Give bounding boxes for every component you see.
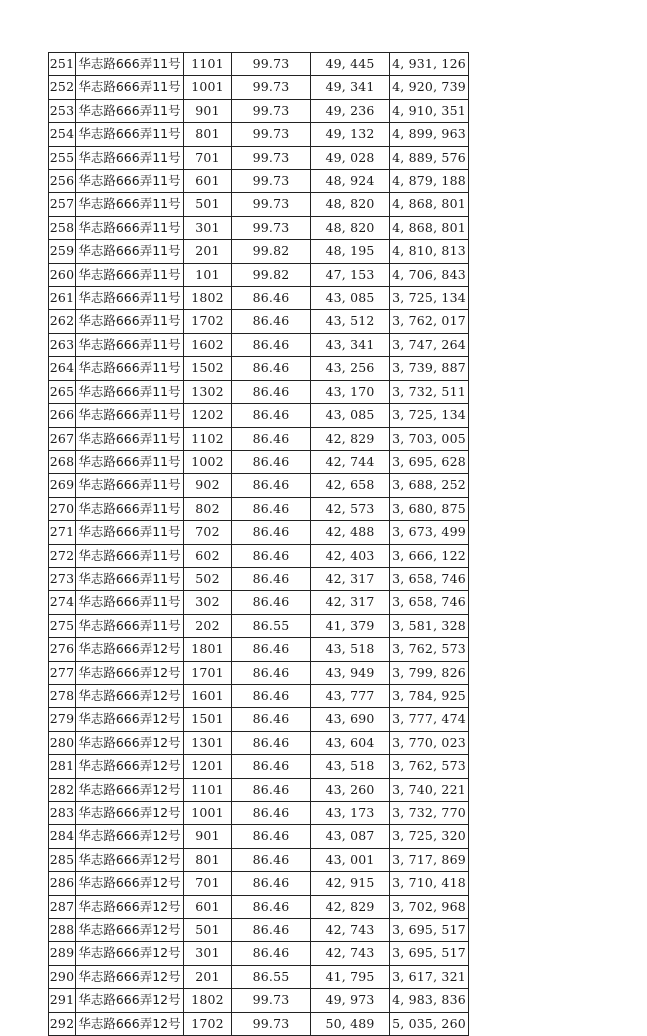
total-price-cell: 3, 725, 134 [390, 287, 469, 310]
room-number-cell: 1001 [184, 76, 232, 99]
unit-price-cell: 43, 001 [311, 848, 390, 871]
address-cell: 华志路666弄11号 [76, 497, 184, 520]
row-number-cell: 267 [49, 427, 76, 450]
row-number-cell: 285 [49, 848, 76, 871]
address-cell: 华志路666弄12号 [76, 778, 184, 801]
address-cell: 华志路666弄11号 [76, 193, 184, 216]
unit-price-cell: 48, 820 [311, 216, 390, 239]
total-price-cell: 3, 688, 252 [390, 474, 469, 497]
row-number-cell: 286 [49, 872, 76, 895]
area-cell: 86.46 [232, 357, 311, 380]
total-price-cell: 3, 695, 517 [390, 942, 469, 965]
table-row [49, 333, 469, 356]
unit-price-cell: 43, 518 [311, 638, 390, 661]
total-price-cell: 3, 666, 122 [390, 544, 469, 567]
room-number-cell: 1001 [184, 802, 232, 825]
total-price-cell: 3, 702, 968 [390, 895, 469, 918]
room-number-cell: 1502 [184, 357, 232, 380]
unit-price-cell: 43, 512 [311, 310, 390, 333]
address-cell: 华志路666弄12号 [76, 802, 184, 825]
total-price-cell: 3, 725, 134 [390, 404, 469, 427]
address-cell: 华志路666弄11号 [76, 170, 184, 193]
area-cell: 86.46 [232, 287, 311, 310]
area-cell: 86.46 [232, 661, 311, 684]
unit-price-cell: 48, 195 [311, 240, 390, 263]
total-price-cell: 3, 777, 474 [390, 708, 469, 731]
table-row [49, 76, 469, 99]
area-cell: 99.73 [232, 1012, 311, 1035]
row-number-cell: 292 [49, 1012, 76, 1035]
address-cell: 华志路666弄11号 [76, 357, 184, 380]
room-number-cell: 801 [184, 123, 232, 146]
total-price-cell: 3, 762, 573 [390, 638, 469, 661]
address-cell: 华志路666弄12号 [76, 989, 184, 1012]
total-price-cell: 3, 581, 328 [390, 614, 469, 637]
room-number-cell: 601 [184, 895, 232, 918]
unit-price-cell: 50, 489 [311, 1012, 390, 1035]
table-row [49, 146, 469, 169]
table-row [49, 450, 469, 473]
address-cell: 华志路666弄12号 [76, 661, 184, 684]
room-number-cell: 1101 [184, 53, 232, 76]
table-row [49, 895, 469, 918]
row-number-cell: 281 [49, 755, 76, 778]
address-cell: 华志路666弄11号 [76, 427, 184, 450]
area-cell: 86.46 [232, 802, 311, 825]
address-cell: 华志路666弄12号 [76, 965, 184, 988]
room-number-cell: 1701 [184, 661, 232, 684]
row-number-cell: 277 [49, 661, 76, 684]
row-number-cell: 271 [49, 521, 76, 544]
row-number-cell: 264 [49, 357, 76, 380]
room-number-cell: 202 [184, 614, 232, 637]
room-number-cell: 501 [184, 919, 232, 942]
room-number-cell: 802 [184, 497, 232, 520]
row-number-cell: 261 [49, 287, 76, 310]
row-number-cell: 256 [49, 170, 76, 193]
area-cell: 86.46 [232, 333, 311, 356]
area-cell: 86.46 [232, 567, 311, 590]
room-number-cell: 1201 [184, 755, 232, 778]
unit-price-cell: 49, 236 [311, 99, 390, 122]
address-cell: 华志路666弄11号 [76, 263, 184, 286]
table-row [49, 123, 469, 146]
area-cell: 86.46 [232, 474, 311, 497]
total-price-cell: 3, 732, 770 [390, 802, 469, 825]
unit-price-cell: 48, 924 [311, 170, 390, 193]
unit-price-cell: 42, 573 [311, 497, 390, 520]
unit-price-cell: 43, 949 [311, 661, 390, 684]
row-number-cell: 266 [49, 404, 76, 427]
table-row [49, 544, 469, 567]
room-number-cell: 1501 [184, 708, 232, 731]
total-price-cell: 3, 695, 628 [390, 450, 469, 473]
room-number-cell: 1802 [184, 287, 232, 310]
unit-price-cell: 43, 256 [311, 357, 390, 380]
room-number-cell: 301 [184, 942, 232, 965]
address-cell: 华志路666弄11号 [76, 240, 184, 263]
area-cell: 86.46 [232, 544, 311, 567]
table-row [49, 919, 469, 942]
unit-price-cell: 43, 604 [311, 731, 390, 754]
row-number-cell: 283 [49, 802, 76, 825]
unit-price-cell: 43, 087 [311, 825, 390, 848]
table-row [49, 708, 469, 731]
address-cell: 华志路666弄12号 [76, 895, 184, 918]
unit-price-cell: 43, 170 [311, 380, 390, 403]
area-cell: 86.46 [232, 825, 311, 848]
table-row [49, 802, 469, 825]
table-row [49, 216, 469, 239]
room-number-cell: 1801 [184, 638, 232, 661]
table-row [49, 848, 469, 871]
area-cell: 99.73 [232, 193, 311, 216]
total-price-cell: 3, 739, 887 [390, 357, 469, 380]
address-cell: 华志路666弄11号 [76, 380, 184, 403]
row-number-cell: 254 [49, 123, 76, 146]
room-number-cell: 701 [184, 872, 232, 895]
total-price-cell: 3, 658, 746 [390, 591, 469, 614]
table-row [49, 170, 469, 193]
row-number-cell: 251 [49, 53, 76, 76]
room-number-cell: 701 [184, 146, 232, 169]
table-row [49, 661, 469, 684]
room-number-cell: 201 [184, 240, 232, 263]
unit-price-cell: 43, 690 [311, 708, 390, 731]
room-number-cell: 1702 [184, 310, 232, 333]
area-cell: 86.46 [232, 684, 311, 707]
total-price-cell: 3, 680, 875 [390, 497, 469, 520]
table-row [49, 684, 469, 707]
area-cell: 86.46 [232, 521, 311, 544]
room-number-cell: 101 [184, 263, 232, 286]
room-number-cell: 901 [184, 99, 232, 122]
room-number-cell: 1601 [184, 684, 232, 707]
unit-price-cell: 43, 341 [311, 333, 390, 356]
address-cell: 华志路666弄11号 [76, 76, 184, 99]
room-number-cell: 1302 [184, 380, 232, 403]
row-number-cell: 284 [49, 825, 76, 848]
area-cell: 86.46 [232, 380, 311, 403]
unit-price-cell: 42, 403 [311, 544, 390, 567]
row-number-cell: 275 [49, 614, 76, 637]
total-price-cell: 3, 703, 005 [390, 427, 469, 450]
area-cell: 99.73 [232, 123, 311, 146]
area-cell: 99.73 [232, 76, 311, 99]
total-price-cell: 3, 784, 925 [390, 684, 469, 707]
unit-price-cell: 42, 658 [311, 474, 390, 497]
area-cell: 86.46 [232, 895, 311, 918]
address-cell: 华志路666弄12号 [76, 919, 184, 942]
row-number-cell: 274 [49, 591, 76, 614]
address-cell: 华志路666弄12号 [76, 848, 184, 871]
room-number-cell: 1802 [184, 989, 232, 1012]
area-cell: 86.55 [232, 965, 311, 988]
area-cell: 86.46 [232, 755, 311, 778]
row-number-cell: 253 [49, 99, 76, 122]
address-cell: 华志路666弄12号 [76, 942, 184, 965]
unit-price-cell: 48, 820 [311, 193, 390, 216]
table-row [49, 778, 469, 801]
address-cell: 华志路666弄11号 [76, 544, 184, 567]
row-number-cell: 278 [49, 684, 76, 707]
unit-price-cell: 43, 518 [311, 755, 390, 778]
total-price-cell: 4, 889, 576 [390, 146, 469, 169]
room-number-cell: 501 [184, 193, 232, 216]
room-number-cell: 601 [184, 170, 232, 193]
unit-price-cell: 42, 743 [311, 942, 390, 965]
address-cell: 华志路666弄11号 [76, 521, 184, 544]
area-cell: 86.46 [232, 848, 311, 871]
unit-price-cell: 42, 744 [311, 450, 390, 473]
area-cell: 86.46 [232, 591, 311, 614]
row-number-cell: 279 [49, 708, 76, 731]
total-price-cell: 3, 673, 499 [390, 521, 469, 544]
address-cell: 华志路666弄11号 [76, 53, 184, 76]
table-row [49, 521, 469, 544]
row-number-cell: 287 [49, 895, 76, 918]
room-number-cell: 801 [184, 848, 232, 871]
table-row [49, 638, 469, 661]
unit-price-cell: 43, 260 [311, 778, 390, 801]
area-cell: 86.55 [232, 614, 311, 637]
total-price-cell: 3, 617, 321 [390, 965, 469, 988]
table-row [49, 357, 469, 380]
address-cell: 华志路666弄11号 [76, 216, 184, 239]
unit-price-cell: 42, 829 [311, 895, 390, 918]
total-price-cell: 5, 035, 260 [390, 1012, 469, 1035]
area-cell: 86.46 [232, 427, 311, 450]
address-cell: 华志路666弄12号 [76, 825, 184, 848]
area-cell: 86.46 [232, 919, 311, 942]
row-number-cell: 257 [49, 193, 76, 216]
area-cell: 99.82 [232, 240, 311, 263]
area-cell: 86.46 [232, 942, 311, 965]
total-price-cell: 3, 695, 517 [390, 919, 469, 942]
room-number-cell: 1102 [184, 427, 232, 450]
total-price-cell: 4, 868, 801 [390, 216, 469, 239]
total-price-cell: 3, 658, 746 [390, 567, 469, 590]
unit-price-cell: 43, 173 [311, 802, 390, 825]
total-price-cell: 4, 810, 813 [390, 240, 469, 263]
address-cell: 华志路666弄12号 [76, 684, 184, 707]
address-cell: 华志路666弄11号 [76, 287, 184, 310]
table-row [49, 614, 469, 637]
row-number-cell: 262 [49, 310, 76, 333]
address-cell: 华志路666弄11号 [76, 591, 184, 614]
table-row [49, 99, 469, 122]
row-number-cell: 280 [49, 731, 76, 754]
row-number-cell: 272 [49, 544, 76, 567]
total-price-cell: 4, 879, 188 [390, 170, 469, 193]
room-number-cell: 1301 [184, 731, 232, 754]
area-cell: 86.46 [232, 450, 311, 473]
unit-price-cell: 49, 445 [311, 53, 390, 76]
row-number-cell: 289 [49, 942, 76, 965]
table-row [49, 1012, 469, 1035]
table-row [49, 263, 469, 286]
address-cell: 华志路666弄12号 [76, 708, 184, 731]
table-row [49, 567, 469, 590]
room-number-cell: 1602 [184, 333, 232, 356]
unit-price-cell: 42, 829 [311, 427, 390, 450]
table-body [49, 53, 469, 1036]
unit-price-cell: 42, 743 [311, 919, 390, 942]
total-price-cell: 3, 725, 320 [390, 825, 469, 848]
row-number-cell: 291 [49, 989, 76, 1012]
table-row [49, 965, 469, 988]
area-cell: 86.46 [232, 708, 311, 731]
unit-price-cell: 43, 085 [311, 404, 390, 427]
row-number-cell: 265 [49, 380, 76, 403]
address-cell: 华志路666弄11号 [76, 404, 184, 427]
unit-price-cell: 42, 488 [311, 521, 390, 544]
row-number-cell: 259 [49, 240, 76, 263]
table-row [49, 731, 469, 754]
address-cell: 华志路666弄11号 [76, 614, 184, 637]
row-number-cell: 252 [49, 76, 76, 99]
area-cell: 99.73 [232, 146, 311, 169]
address-cell: 华志路666弄11号 [76, 123, 184, 146]
unit-price-cell: 49, 973 [311, 989, 390, 1012]
address-cell: 华志路666弄12号 [76, 638, 184, 661]
total-price-cell: 3, 710, 418 [390, 872, 469, 895]
room-number-cell: 702 [184, 521, 232, 544]
row-number-cell: 273 [49, 567, 76, 590]
area-cell: 99.82 [232, 263, 311, 286]
address-cell: 华志路666弄11号 [76, 474, 184, 497]
unit-price-cell: 47, 153 [311, 263, 390, 286]
room-number-cell: 602 [184, 544, 232, 567]
table-row [49, 53, 469, 76]
table-row [49, 872, 469, 895]
unit-price-cell: 49, 132 [311, 123, 390, 146]
area-cell: 86.46 [232, 638, 311, 661]
total-price-cell: 3, 762, 017 [390, 310, 469, 333]
address-cell: 华志路666弄12号 [76, 731, 184, 754]
room-number-cell: 901 [184, 825, 232, 848]
table-row [49, 755, 469, 778]
area-cell: 99.73 [232, 216, 311, 239]
table-row [49, 474, 469, 497]
table-row [49, 240, 469, 263]
total-price-cell: 3, 747, 264 [390, 333, 469, 356]
address-cell: 华志路666弄11号 [76, 333, 184, 356]
address-cell: 华志路666弄11号 [76, 146, 184, 169]
area-cell: 86.46 [232, 872, 311, 895]
area-cell: 99.73 [232, 53, 311, 76]
unit-price-cell: 42, 317 [311, 567, 390, 590]
row-number-cell: 258 [49, 216, 76, 239]
address-cell: 华志路666弄11号 [76, 450, 184, 473]
unit-price-cell: 42, 915 [311, 872, 390, 895]
total-price-cell: 4, 920, 739 [390, 76, 469, 99]
row-number-cell: 268 [49, 450, 76, 473]
table-row [49, 942, 469, 965]
unit-price-cell: 41, 379 [311, 614, 390, 637]
unit-price-cell: 49, 028 [311, 146, 390, 169]
table-row [49, 497, 469, 520]
unit-price-cell: 42, 317 [311, 591, 390, 614]
total-price-cell: 4, 910, 351 [390, 99, 469, 122]
table-row [49, 427, 469, 450]
row-number-cell: 270 [49, 497, 76, 520]
room-number-cell: 201 [184, 965, 232, 988]
room-number-cell: 301 [184, 216, 232, 239]
row-number-cell: 255 [49, 146, 76, 169]
area-cell: 99.73 [232, 170, 311, 193]
table-row [49, 193, 469, 216]
total-price-cell: 3, 762, 573 [390, 755, 469, 778]
row-number-cell: 276 [49, 638, 76, 661]
table-row [49, 380, 469, 403]
row-number-cell: 269 [49, 474, 76, 497]
row-number-cell: 288 [49, 919, 76, 942]
table-row [49, 287, 469, 310]
address-cell: 华志路666弄11号 [76, 99, 184, 122]
table-row [49, 825, 469, 848]
room-number-cell: 1202 [184, 404, 232, 427]
area-cell: 86.46 [232, 497, 311, 520]
area-cell: 86.46 [232, 778, 311, 801]
address-cell: 华志路666弄11号 [76, 310, 184, 333]
total-price-cell: 3, 740, 221 [390, 778, 469, 801]
total-price-cell: 3, 717, 869 [390, 848, 469, 871]
room-number-cell: 1002 [184, 450, 232, 473]
row-number-cell: 260 [49, 263, 76, 286]
area-cell: 99.73 [232, 99, 311, 122]
row-number-cell: 263 [49, 333, 76, 356]
address-cell: 华志路666弄11号 [76, 567, 184, 590]
table-row [49, 404, 469, 427]
row-number-cell: 282 [49, 778, 76, 801]
room-number-cell: 302 [184, 591, 232, 614]
total-price-cell: 3, 732, 511 [390, 380, 469, 403]
total-price-cell: 3, 799, 826 [390, 661, 469, 684]
table-row [49, 591, 469, 614]
total-price-cell: 4, 899, 963 [390, 123, 469, 146]
room-number-cell: 502 [184, 567, 232, 590]
unit-price-cell: 43, 085 [311, 287, 390, 310]
row-number-cell: 290 [49, 965, 76, 988]
total-price-cell: 4, 983, 836 [390, 989, 469, 1012]
room-number-cell: 1702 [184, 1012, 232, 1035]
price-list-table [48, 52, 469, 1036]
area-cell: 86.46 [232, 731, 311, 754]
address-cell: 华志路666弄12号 [76, 872, 184, 895]
area-cell: 99.73 [232, 989, 311, 1012]
total-price-cell: 4, 931, 126 [390, 53, 469, 76]
total-price-cell: 4, 868, 801 [390, 193, 469, 216]
room-number-cell: 1101 [184, 778, 232, 801]
table-row [49, 310, 469, 333]
total-price-cell: 4, 706, 843 [390, 263, 469, 286]
total-price-cell: 3, 770, 023 [390, 731, 469, 754]
room-number-cell: 902 [184, 474, 232, 497]
unit-price-cell: 49, 341 [311, 76, 390, 99]
unit-price-cell: 43, 777 [311, 684, 390, 707]
address-cell: 华志路666弄12号 [76, 755, 184, 778]
address-cell: 华志路666弄12号 [76, 1012, 184, 1035]
area-cell: 86.46 [232, 310, 311, 333]
area-cell: 86.46 [232, 404, 311, 427]
unit-price-cell: 41, 795 [311, 965, 390, 988]
table-row [49, 989, 469, 1012]
